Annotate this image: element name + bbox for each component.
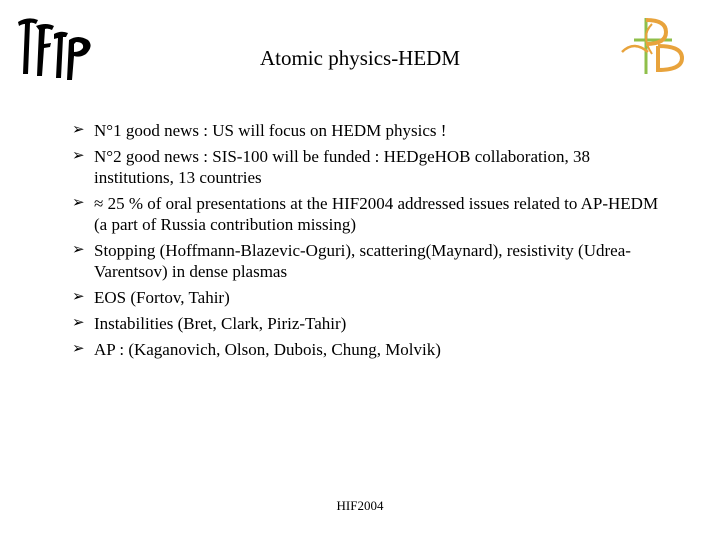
list-item — [72, 240, 672, 282]
list-item — [72, 313, 672, 334]
list-item — [72, 287, 672, 308]
bullet-text: N°2 good news : SIS-100 will be funded : HEDgeHOB collaboration, 38 institutions, 13 countries — [94, 147, 590, 187]
arrow-bullet-icon: ➢ — [72, 148, 85, 164]
bullet-text: Instabilities (Bret, Clark, Piriz-Tahir) — [94, 314, 347, 333]
bullet-text: AP : (Kaganovich, Olson, Dubois, Chung, Molvik) — [94, 340, 441, 359]
arrow-bullet-icon: ➢ — [72, 289, 85, 305]
slide-footer: HIF2004 — [336, 498, 384, 513]
bullet-text: EOS (Fortov, Tahir) — [94, 288, 230, 307]
arrow-bullet-icon: ➢ — [72, 122, 85, 138]
list-item — [72, 193, 672, 235]
arrow-bullet-icon: ➢ — [72, 195, 85, 211]
slide-title: Atomic physics-HEDM — [259, 46, 461, 70]
arrow-bullet-icon: ➢ — [72, 242, 85, 258]
arrow-bullet-icon: ➢ — [72, 341, 85, 357]
list-item — [72, 146, 672, 188]
bullet-text: ≈ 25 % of oral presentations at the HIF2004 addressed issues related to AP-HEDM (a part of Russia contribution missing) — [94, 194, 659, 234]
arrow-bullet-icon: ➢ — [72, 315, 85, 331]
bullet-text: N°1 good news : US will focus on HEDM physics ! — [94, 121, 447, 140]
list-item — [72, 120, 672, 141]
bullet-text: Stopping (Hoffmann-Blazevic-Oguri), scattering(Maynard), resistivity (Udrea-Varentsov) in dense plasmas — [94, 241, 631, 281]
bullet-list — [72, 120, 672, 365]
list-item — [72, 339, 672, 360]
